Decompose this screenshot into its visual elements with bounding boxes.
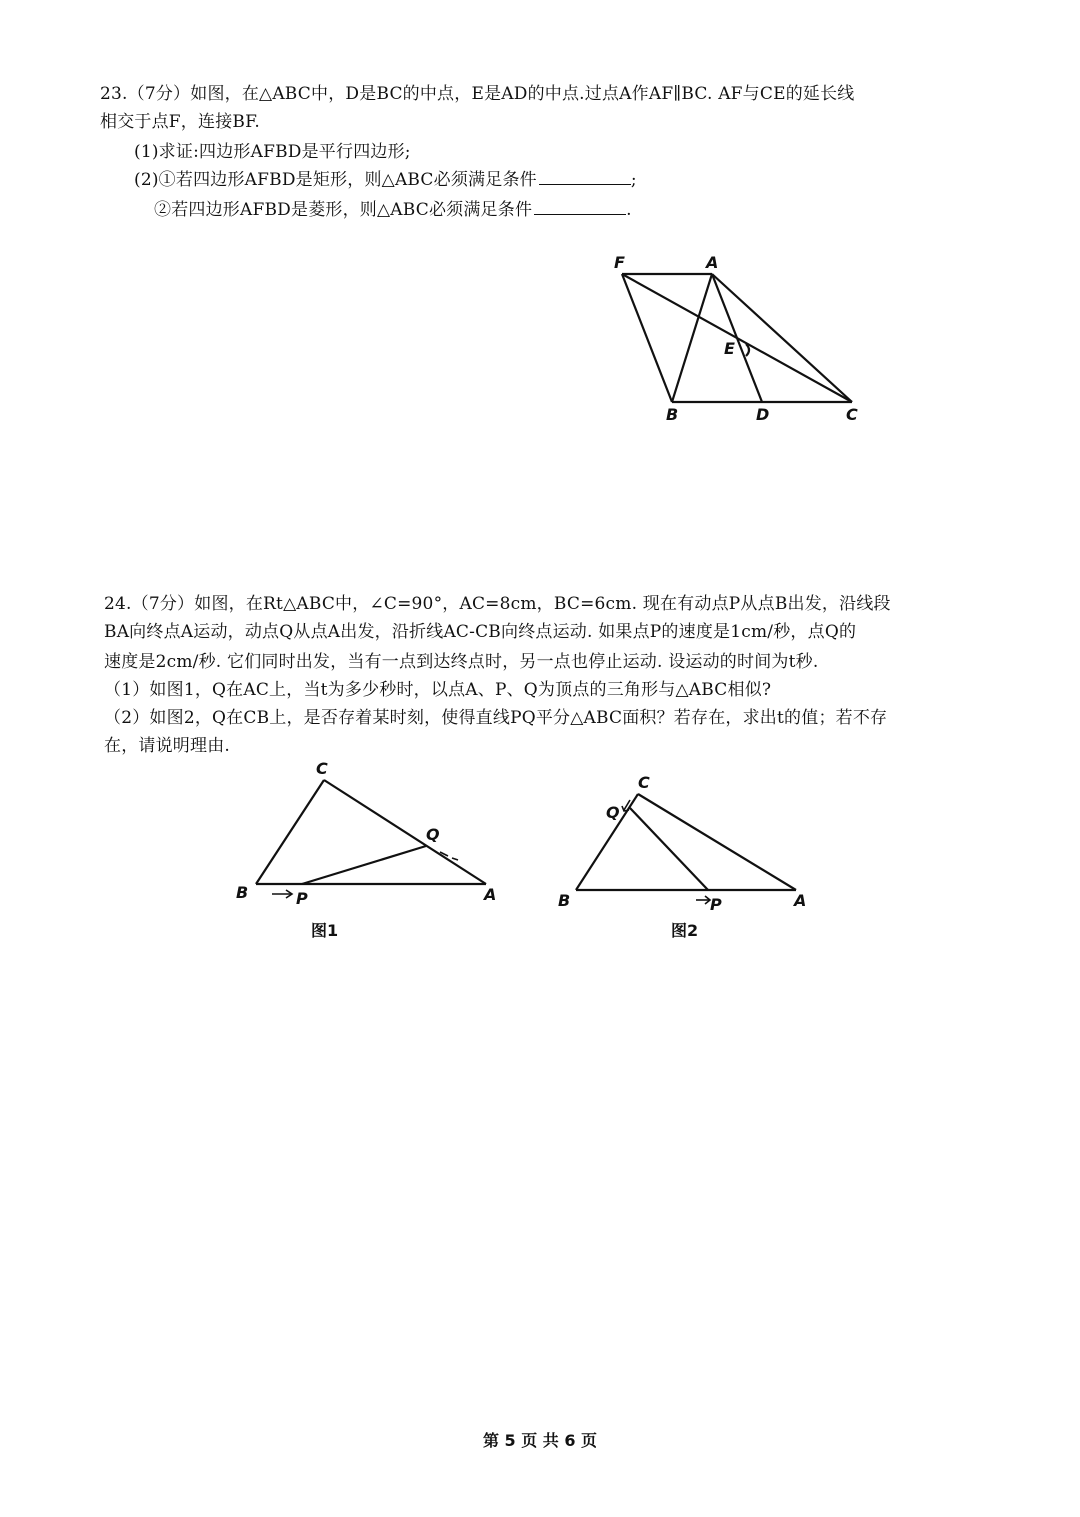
fig1-segment-PQ	[302, 846, 426, 884]
segment-FC	[622, 274, 852, 402]
q24-figure-2	[550, 770, 820, 920]
q24-line-1: 24.（7分）如图，在Rt△ABC中，∠C=90°，AC=8cm，BC=6cm. 现在有动点P从点B出发，沿线段	[104, 594, 891, 614]
fig2-label-B: B	[558, 891, 571, 910]
fig1-label-Q: Q	[426, 825, 440, 844]
fig2-segment-PQ	[630, 808, 708, 890]
fig1-segment-CA	[324, 780, 486, 884]
label-F: F	[614, 253, 625, 272]
fig2-label-Q: Q	[606, 803, 620, 822]
q23-line-1: 23.（7分）如图，在△ABC中，D是BC的中点，E是AD的中点.过点A作AF∥BC. AF与CE的延长线	[100, 84, 855, 104]
fig1-label-P: P	[296, 889, 308, 908]
fig1-caption: 图1	[311, 921, 339, 940]
q24-figure-1	[230, 760, 510, 910]
fig2-label-A: A	[794, 891, 807, 910]
fig2-label-C: C	[638, 773, 650, 792]
q24-line-3: 速度是2cm/秒. 它们同时出发，当有一点到达终点时，另一点也停止运动. 设运动的时间为t秒.	[104, 652, 819, 672]
label-C: C	[846, 405, 858, 424]
q24-part-2: （2）如图2，Q在CB上，是否存着某时刻，使得直线PQ平分△ABC面积？若存在，求出t的值；若不存	[104, 708, 888, 728]
answer-blank-2	[534, 198, 626, 215]
segment-AC	[712, 274, 852, 402]
q23-figure	[600, 250, 880, 430]
fig1-label-B: B	[236, 883, 249, 902]
q23-part-2b-end: .	[626, 200, 632, 220]
q24-part-2-cont: 在，请说明理由.	[104, 736, 231, 756]
fig2-arrow-Q	[622, 800, 630, 811]
fig1-label-A: A	[484, 885, 497, 904]
q24-line-2: BA向终点A运动，动点Q从点A出发，沿折线AC-CB向终点运动. 如果点P的速度是1cm/秒，点Q的	[104, 622, 857, 642]
segment-FB	[622, 274, 672, 402]
page-number: 第 5 页 共 6 页	[482, 1431, 598, 1450]
q23-part-2b-text: ②若四边形AFBD是菱形，则△ABC必须满足条件	[154, 200, 533, 220]
fig2-caption: 图2	[671, 921, 699, 940]
q23-line-2: 相交于点F，连接BF.	[100, 112, 261, 132]
label-D: D	[756, 405, 770, 424]
q23-part-2b	[154, 198, 632, 222]
label-B: B	[666, 405, 679, 424]
label-A: A	[706, 253, 719, 272]
q23-part-1: (1)求证:四边形AFBD是平行四边形;	[134, 142, 411, 162]
q23-part-2a	[134, 168, 637, 192]
fig1-segment-BC	[256, 780, 324, 884]
answer-blank-1	[539, 168, 631, 185]
segment-AB	[672, 274, 712, 402]
label-E: E	[724, 339, 735, 358]
q23-part-2a-text: (2)①若四边形AFBD是矩形，则△ABC必须满足条件	[134, 170, 537, 190]
angle-mark-E	[746, 344, 749, 356]
q23-part-2a-end: ;	[630, 170, 637, 190]
fig2-label-P: P	[710, 895, 722, 914]
fig1-label-C: C	[316, 760, 328, 778]
q24-part-1: （1）如图1，Q在AC上，当t为多少秒时，以点A、P、Q为顶点的三角形与△ABC相似?	[104, 680, 772, 700]
